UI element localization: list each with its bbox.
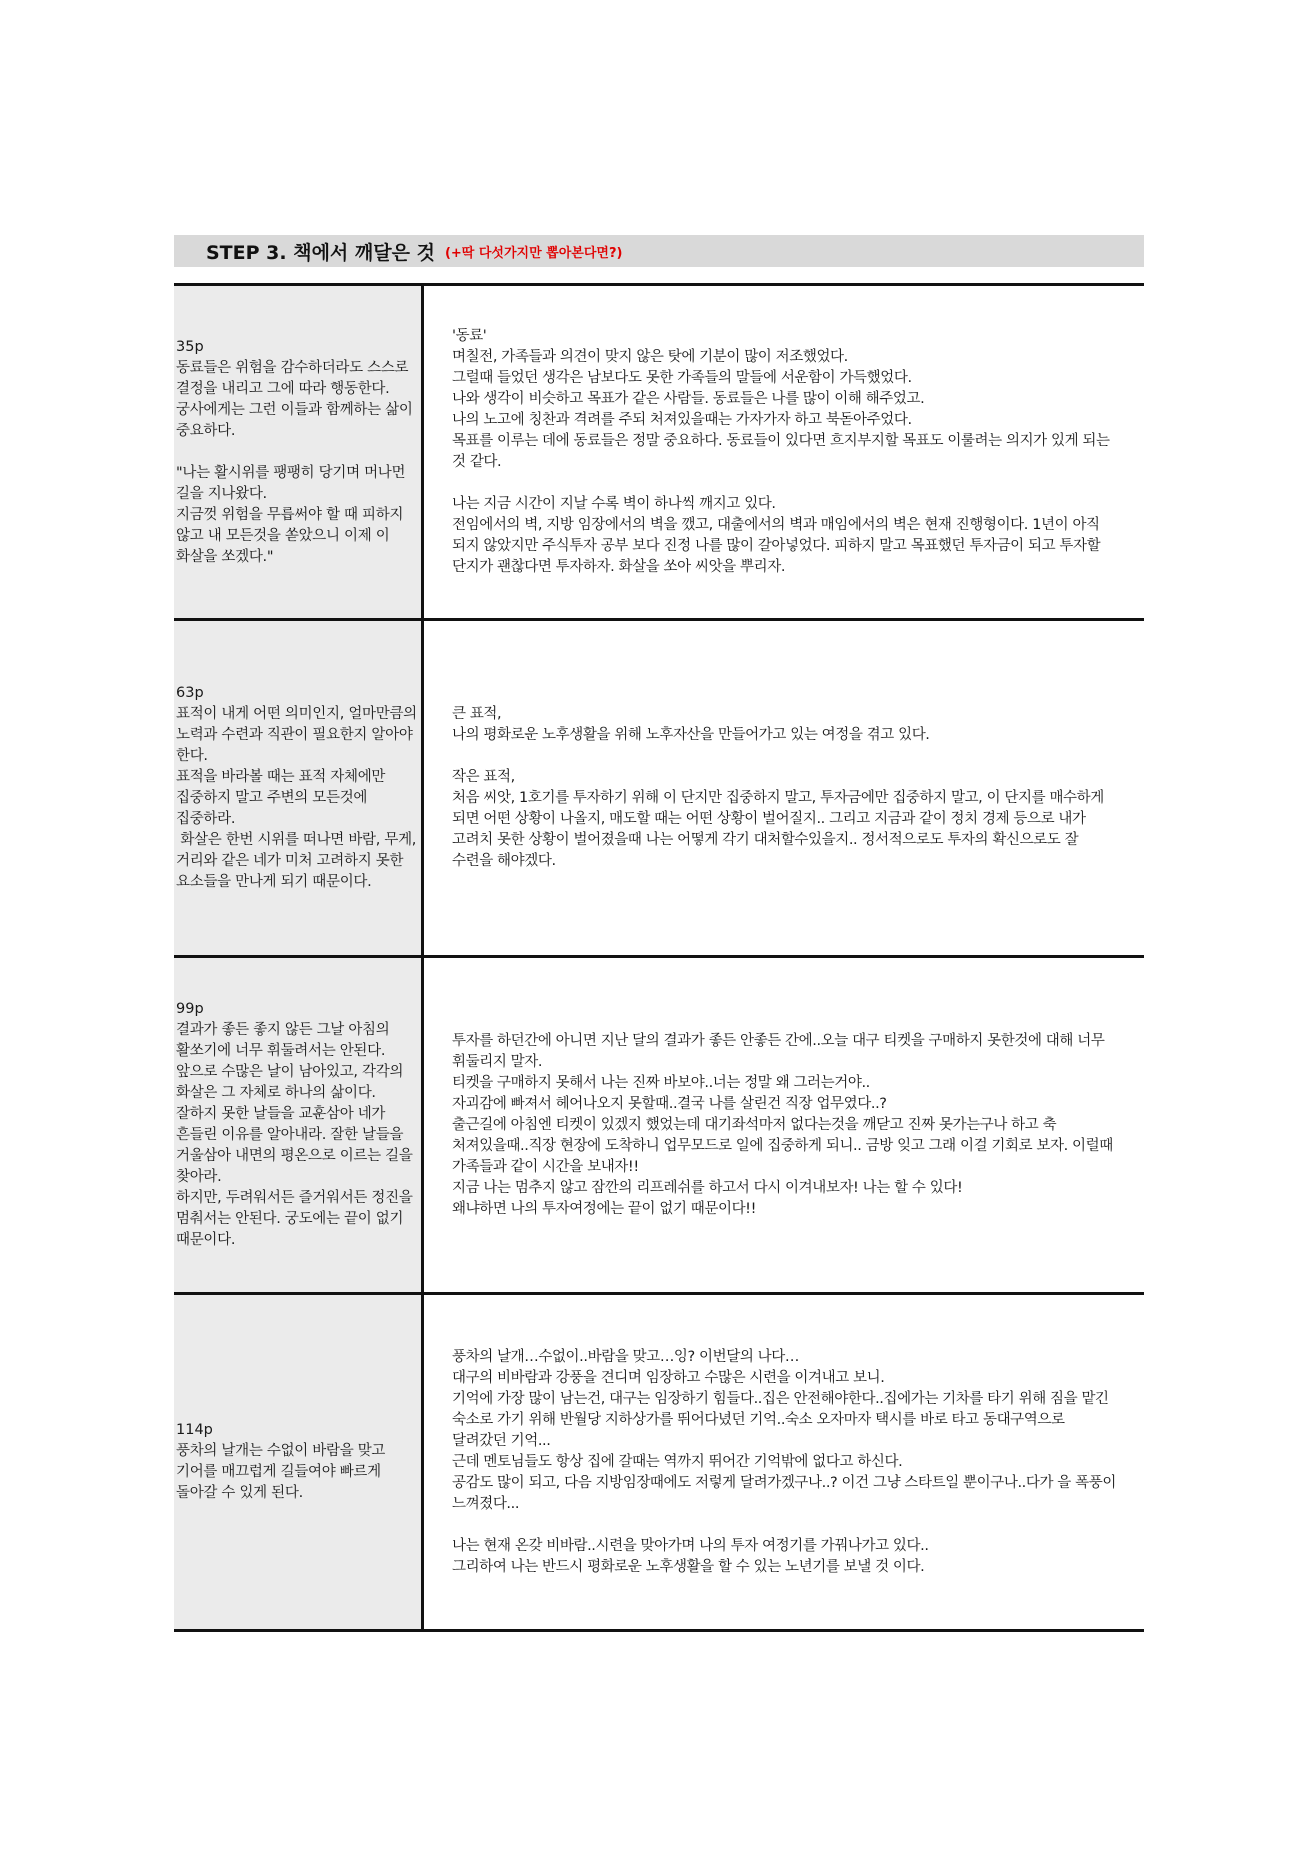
- page-reference: 99p: [176, 1001, 204, 1017]
- book-quote: 표적이 내게 어떤 의미인지, 얼마만큼의 노력과 수련과 직관이 필요한지 알아야 한다. 표적을 바라볼 때는 표적 자체에만 집중하지 말고 주변의 모든것에 집중하라. 화살은 한번 시위를 떠나면 바람, 무게, 거리와 같은 네가 미처 고려하지 못한 요소들을 만나게 되기 때문이다.: [176, 706, 417, 890]
- book-quote: 결과가 좋든 좋지 않든 그날 아침의 활쏘기에 너무 휘둘려서는 안된다. 앞으로 수많은 날이 남아있고, 각각의 화살은 그 자체로 하나의 삶이다. 잘하지 못한 날들을 교훈삼아 네가 흔들린 이유를 알아내라. 잘한 날들을 거울삼아 내면의 평온으로 이르는 길을 찾아라. 하지만, 두려워서든 즐거워서든 정진을 멈춰서는 안된다. 궁도에는 끝이 없기 때문이다.: [176, 1022, 413, 1248]
- section-header-bar: [174, 235, 1144, 267]
- page-reference: 35p: [176, 338, 204, 355]
- page-reference: 63p: [176, 685, 204, 701]
- reflection-text: 투자를 하던간에 아니면 지난 달의 결과가 좋든 안좋든 간에..오늘 대구 티켓을 구매하지 못한것에 대해 너무 휘둘리지 말자. 티켓을 구매하지 못해서 나는 진짜 바보야..너는 정말 왜 그러는거야.. 자괴감에 빠져서 헤어나오지 못할때..결국 나를 살린건 직장 업무였다..? 출근길에 아침엔 티켓이 있겠지 했었는데 대기좌석마저 없다는것을 깨닫고 진짜 못가는구나 하고 축 처져있을때..직장 현장에 도착하니 업무모드로 일에 집중하게 되니.. 금방 잊고 그래 이걸 기회로 보자. 이럴때 가족들과 같이 시간을 보내자!! 지금 나는 멈추지 않고 잠깐의 리프레쉬를 하고서 다시 이겨내보자! 나는 할 수 있다! 왜냐하면 나의 투자여정에는 끝이 없기 때문이다!!: [452, 1032, 1113, 1217]
- reflection-cell: [424, 1295, 1144, 1629]
- section-title: STEP 3. 책에서 깨달은 것: [206, 241, 435, 264]
- reflection-text: '동료' 며칠전, 가족들과 의견이 맞지 않은 탓에 기분이 많이 저조했었다. 그럴때 들었던 생각은 남보다도 못한 가족들의 말들에 서운함이 가득했었다. 나와 생각이 비슷하고 목표가 같은 사람들. 동료들은 나를 많이 이해 해주었고. 나의 노고에 칭찬과 격려를 주되 처져있을때는 가자가자 하고 북돋아주었다. 목표를 이루는 데에 동료들은 정말 중요하다. 동료들이 있다면 흐지부지할 목표도 이룰려는 의지가 있게 되는 것 같다. 나는 지금 시간이 지날 수록 벽이 하나씩 깨지고 있다. 전임에서의 벽, 지방 임장에서의 벽을 깼고, 대출에서의 벽과 매임에서의 벽은 현재 진행형이다. 1년이 아직 되지 않았지만 주식투자 공부 보다 진정 나를 많이 갈아넣었다. 피하지 말고 목표했던 투자금이 되고 투자할 단지가 괜찮다면 투자하자. 화살을 쏘아 씨앗을 뿌리자.: [452, 328, 1110, 575]
- book-quote: 동료들은 위험을 감수하더라도 스스로 결정을 내리고 그에 따라 행동한다. 궁사에게는 그런 이들과 함께하는 삶이 중요하다. "나는 활시위를 팽팽히 당기며 머나먼 길을 지나왔다. 지금껏 위험을 무릅써야 할 때 피하지 않고 내 모든것을 쏟았으니 이제 이 화살을 쏘겠다.": [176, 359, 413, 565]
- reflection-table: [174, 283, 1144, 1632]
- page-reference: 114p: [176, 1422, 213, 1438]
- reflection-cell: [424, 958, 1144, 1292]
- section-subtitle: (+딱 다섯가지만 뽑아본다면?): [444, 245, 623, 261]
- quote-cell: [174, 1295, 424, 1629]
- book-quote: 풍차의 날개는 수없이 바람을 맞고 기어를 매끄럽게 길들여야 빠르게 돌아갈 수 있게 된다.: [176, 1443, 390, 1501]
- reflection-cell: [424, 286, 1144, 618]
- table-row: [174, 283, 1144, 618]
- quote-cell: [174, 621, 424, 955]
- reflection-text: 큰 표적, 나의 평화로운 노후생활을 위해 노후자산을 만들어가고 있는 여정을 겪고 있다. 작은 표적, 처음 씨앗, 1호기를 투자하기 위해 이 단지만 집중하지 말고, 투자금에만 집중하지 말고, 이 단지를 매수하게 되면 어떤 상황이 나올지, 매도할 때는 어떤 상황이 벌어질지.. 그리고 지금과 같이 정치 경제 등으로 내가 고려치 못한 상황이 벌어졌을때 나는 어떻게 각기 대처할수있을지.. 정서적으로도 투자의 확신으로도 잘 수련을 해야겠다.: [452, 706, 1104, 869]
- quote-cell: [174, 958, 424, 1292]
- reflection-text: 풍차의 날개…수없이..바람을 맞고…잉? 이번달의 나다… 대구의 비바람과 강풍을 견디며 임장하고 수많은 시련을 이겨내고 보니. 기억에 가장 많이 남는건, 대구는 임장하기 힘들다..집은 안전해야한다..집에가는 기차를 타기 위해 짐을 맡긴 숙소로 가기 위해 반월당 지하상가를 뛰어다녔던 기억..숙소 오자마자 택시를 바로 타고 동대구역으로 달려갔던 기억... 근데 멘토님들도 항상 집에 갈때는 역까지 뛰어간 기억밖에 없다고 하신다. 공감도 많이 되고, 다음 지방임장때에도 저렇게 달려가겠구나..? 이건 그냥 스타트일 뿐이구나..다가 을 폭풍이 느껴졌다... 나는 현재 온갖 비바람..시련을 맞아가며 나의 투자 여정기를 가꿔나가고 있다.. 그리하여 나는 반드시 평화로운 노후생활을 할 수 있는 노년기를 보낼 것 이다.: [452, 1348, 1116, 1575]
- quote-cell: [174, 286, 424, 618]
- table-row: [174, 1292, 1144, 1632]
- table-row: [174, 618, 1144, 955]
- reflection-cell: [424, 621, 1144, 955]
- table-row: [174, 955, 1144, 1292]
